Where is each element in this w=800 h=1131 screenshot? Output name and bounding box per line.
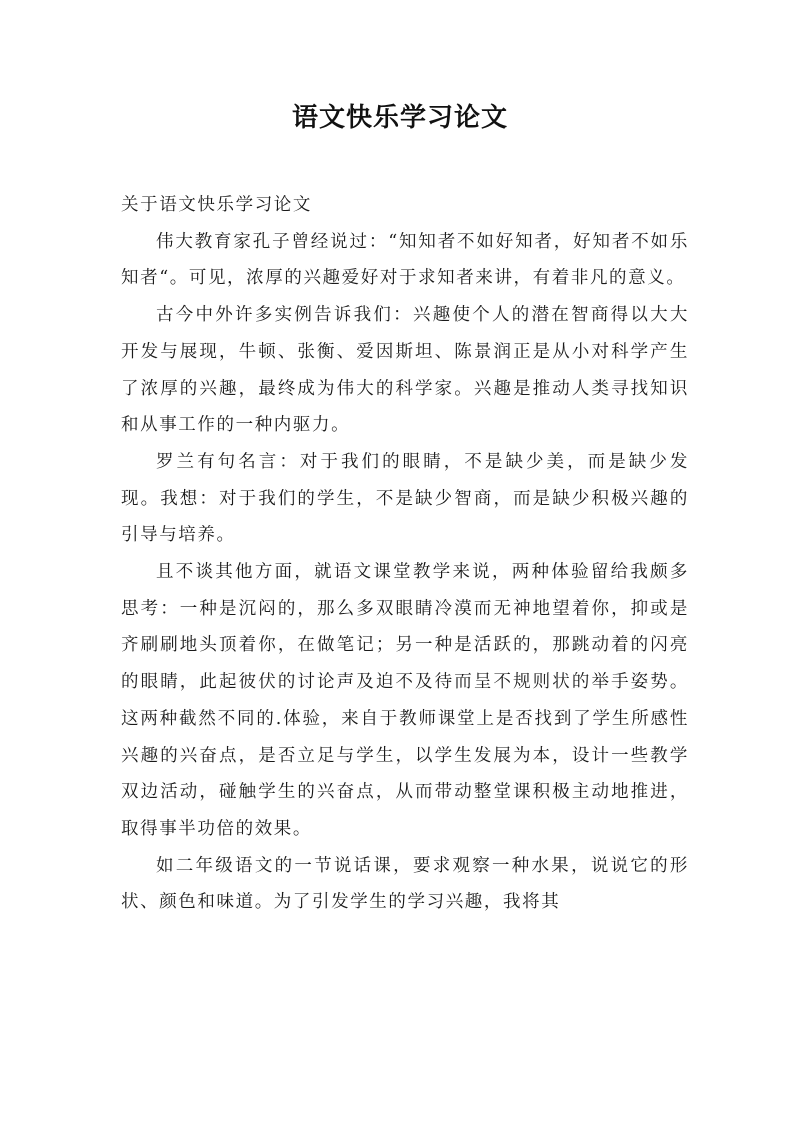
document-body — [121, 187, 689, 921]
paragraph-2: 古今中外许多实例告诉我们：兴趣使个人的潜在智商得以大大开发与展现，牛顿、张衡、爱因斯坦、陈景润正是从小对科学产生了浓厚的兴趣，最终成为伟大的科学家。兴趣是推动人类寻找知识和从事工作的一种内驱力。 — [121, 305, 689, 436]
paragraph-5: 如二年级语文的一节说话课，要求观察一种水果，说说它的形状、颜色和味道。为了引发学生的学习兴趣，我将其 — [121, 855, 689, 913]
paragraph-3: 罗兰有句名言：对于我们的眼睛，不是缺少美，而是缺少发现。我想：对于我们的学生，不是缺少智商，而是缺少积极兴趣的引导与培养。 — [121, 451, 689, 546]
paragraph-1: 伟大教育家孔子曾经说过：“知知者不如好知者，好知者不如乐知者“。可见，浓厚的兴趣爱好对于求知者来讲，有着非凡的意义。 — [121, 231, 689, 289]
document-subtitle: 关于语文快乐学习论文 — [121, 195, 312, 215]
paragraph-4: 且不谈其他方面，就语文课堂教学来说，两种体验留给我颇多思考：一种是沉闷的，那么多双眼睛冷漠而无神地望着你，抑或是齐刷刷地头顶着你，在做笔记；另一种是活跃的，那跳动着的闪亮的眼睛，此起彼伏的讨论声及迫不及待而呈不规则状的举手姿势。这两种截然不同的.体验，来自于教师课堂上是否找到了学生所感性兴趣的兴奋点，是否立足与学生，以学生发展为本，设计一些教学双边活动，碰触学生的兴奋点，从而带动整堂课积极主动地推进，取得事半功倍的效果。 — [121, 562, 689, 839]
document-title: 语文快乐学习论文 — [291, 103, 508, 133]
